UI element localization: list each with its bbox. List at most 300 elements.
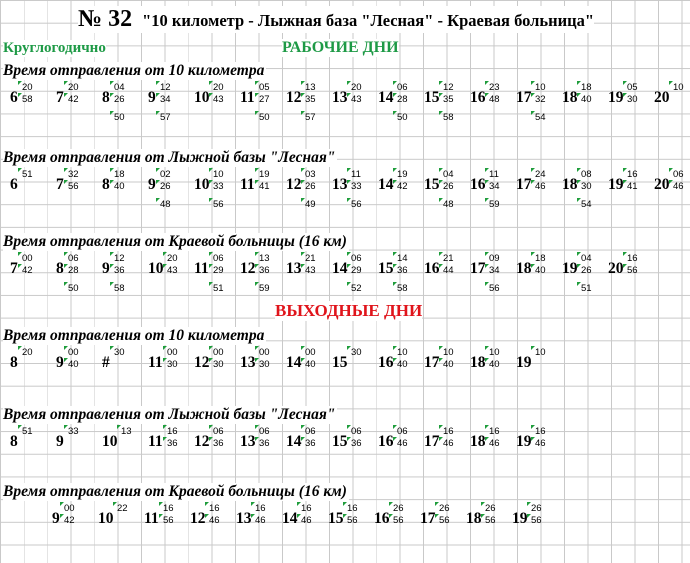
minute: 51	[581, 283, 592, 294]
time-group	[286, 169, 332, 229]
hour: 18	[562, 89, 578, 106]
time-group	[102, 82, 148, 142]
hour: 12	[240, 260, 256, 277]
hour: 17	[420, 510, 436, 527]
minute: 10	[535, 82, 546, 93]
minute: 36	[351, 438, 362, 449]
hour: 7	[56, 176, 64, 193]
minute: 16	[301, 503, 312, 514]
hour: 19	[512, 510, 528, 527]
schedule-row-weekend-ski-base	[0, 426, 690, 486]
minute: 42	[22, 265, 33, 276]
minute: 57	[160, 112, 171, 123]
minute: 40	[443, 359, 454, 370]
minute: 20	[22, 82, 33, 93]
minute: 42	[64, 515, 75, 526]
hour: 11	[148, 433, 163, 450]
schedule-row-weekend-10km	[0, 347, 690, 407]
hour: 16	[378, 354, 394, 371]
hour: 15	[424, 176, 440, 193]
hour: 6	[10, 89, 18, 106]
minute: 12	[443, 82, 454, 93]
hour: 20	[608, 260, 624, 277]
minute: 29	[213, 265, 224, 276]
minute: 34	[489, 181, 500, 192]
hour: 13	[240, 354, 256, 371]
minute: 13	[305, 82, 316, 93]
hour: 6	[10, 176, 18, 193]
minute: 46	[443, 438, 454, 449]
hour: 14	[378, 176, 394, 193]
minute: 24	[535, 169, 546, 180]
workdays-label: РАБОЧИЕ ДНИ	[282, 39, 399, 56]
time-group	[10, 426, 56, 486]
time-group	[424, 82, 470, 142]
time-group	[56, 169, 102, 229]
minute: 28	[68, 265, 79, 276]
minute: 58	[397, 283, 408, 294]
time-group	[148, 253, 194, 313]
hour: 10	[194, 89, 210, 106]
minute: 56	[351, 199, 362, 210]
section-header-weekend-hospital: Время отправления от Краевой больницы (16 км)	[3, 483, 347, 500]
hour: 11	[240, 176, 255, 193]
minute: 56	[163, 515, 174, 526]
time-group	[332, 82, 378, 142]
time-group	[562, 253, 608, 313]
minute: 42	[397, 181, 408, 192]
minute: 27	[259, 94, 270, 105]
hour: 9	[102, 260, 110, 277]
time-group	[194, 347, 240, 407]
time-group	[148, 426, 194, 486]
time-group	[512, 503, 558, 563]
hour: 17	[424, 433, 440, 450]
minute: 06	[259, 426, 270, 437]
hour: 17	[424, 354, 440, 371]
minute: 40	[581, 94, 592, 105]
time-group	[194, 426, 240, 486]
minute: 00	[68, 347, 79, 358]
minute: 20	[167, 253, 178, 264]
time-group	[240, 82, 286, 142]
time-group	[56, 347, 102, 407]
time-group	[148, 82, 194, 142]
hour: 15	[328, 510, 344, 527]
time-group	[516, 169, 562, 229]
minute: 50	[114, 112, 125, 123]
section-header-weekend-ski-base: Время отправления от Лыжной базы "Лесная"	[3, 406, 336, 423]
minute: 36	[213, 438, 224, 449]
minute: 30	[581, 181, 592, 192]
hour: 19	[562, 260, 578, 277]
schedule-row-workdays-ski-base	[0, 169, 690, 229]
minute: 33	[213, 181, 224, 192]
minute: 48	[443, 199, 454, 210]
minute: 28	[397, 94, 408, 105]
time-group	[102, 253, 148, 313]
minute: 11	[489, 169, 499, 180]
minute: 43	[351, 94, 362, 105]
hour: 19	[516, 354, 532, 371]
time-group	[424, 426, 470, 486]
hour: 8	[102, 89, 110, 106]
minute: 34	[160, 94, 171, 105]
minute: 46	[397, 438, 408, 449]
hour: 16	[378, 433, 394, 450]
time-group	[282, 503, 328, 563]
minute: 21	[443, 253, 454, 264]
time-group	[102, 169, 148, 229]
time-group	[608, 169, 654, 229]
minute: 56	[68, 181, 79, 192]
time-group	[420, 503, 466, 563]
time-group	[240, 347, 286, 407]
minute: 10	[443, 347, 454, 358]
time-group	[332, 347, 378, 407]
time-group	[98, 503, 144, 563]
minute: 56	[485, 515, 496, 526]
minute: 20	[68, 82, 79, 93]
minute: 30	[627, 94, 638, 105]
hour: 18	[466, 510, 482, 527]
minute: 02	[160, 169, 171, 180]
minute: 36	[305, 438, 316, 449]
time-group	[378, 426, 424, 486]
hour: 19	[608, 89, 624, 106]
minute: 30	[259, 359, 270, 370]
minute: 04	[443, 169, 454, 180]
hour: 7	[56, 89, 64, 106]
minute: 59	[489, 199, 500, 210]
minute: 46	[535, 438, 546, 449]
minute: 26	[581, 265, 592, 276]
section-header-workdays-10km: Время отправления от 10 километра	[3, 62, 265, 79]
minute: 33	[351, 181, 362, 192]
minute: 26	[485, 503, 496, 514]
time-group	[374, 503, 420, 563]
schedule-row-workdays-10km	[0, 82, 690, 142]
hour: #	[102, 354, 110, 371]
time-group	[470, 253, 516, 313]
hour: 17	[516, 89, 532, 106]
hour: 15	[332, 354, 348, 371]
hour: 13	[332, 176, 348, 193]
minute: 00	[64, 503, 75, 514]
minute: 16	[209, 503, 220, 514]
minute: 00	[213, 347, 224, 358]
time-group	[424, 253, 470, 313]
minute: 00	[259, 347, 270, 358]
minute: 08	[581, 169, 592, 180]
minute: 40	[305, 359, 316, 370]
hour: 9	[56, 354, 64, 371]
route-name: "10 километр - Лыжная база "Лесная" - Краевая больница"	[142, 11, 595, 30]
hour: 14	[378, 89, 394, 106]
time-group	[332, 426, 378, 486]
minute: 16	[163, 503, 174, 514]
minute: 16	[627, 253, 638, 264]
minute: 13	[259, 253, 270, 264]
minute: 36	[259, 438, 270, 449]
section-header-weekend-10km: Время отправления от 10 километра	[3, 327, 265, 344]
minute: 06	[68, 253, 79, 264]
minute: 46	[209, 515, 220, 526]
minute: 10	[213, 169, 224, 180]
minute: 10	[673, 82, 684, 93]
hour: 12	[286, 176, 302, 193]
hour: 11	[240, 89, 255, 106]
minute: 57	[305, 112, 316, 123]
minute: 48	[160, 199, 171, 210]
minute: 22	[117, 503, 128, 514]
page-title	[78, 6, 594, 33]
minute: 50	[68, 283, 79, 294]
time-group	[516, 426, 562, 486]
minute: 20	[351, 82, 362, 93]
minute: 40	[535, 265, 546, 276]
hour: 8	[56, 260, 64, 277]
time-group	[194, 169, 240, 229]
time-group	[424, 347, 470, 407]
minute: 40	[68, 359, 79, 370]
minute: 06	[213, 253, 224, 264]
minute: 16	[627, 169, 638, 180]
hour: 10	[194, 176, 210, 193]
time-group	[144, 503, 190, 563]
minute: 56	[439, 515, 450, 526]
minute: 33	[68, 426, 79, 437]
time-group	[470, 169, 516, 229]
hour: 7	[10, 260, 18, 277]
hour: 9	[148, 89, 156, 106]
minute: 16	[443, 426, 454, 437]
minute: 41	[259, 181, 270, 192]
minute: 26	[114, 94, 125, 105]
minute: 59	[259, 283, 270, 294]
minute: 43	[167, 265, 178, 276]
minute: 00	[22, 253, 33, 264]
hour: 13	[236, 510, 252, 527]
hour: 15	[332, 433, 348, 450]
time-group	[516, 253, 562, 313]
minute: 42	[68, 94, 79, 105]
time-group	[378, 169, 424, 229]
hour: 14	[286, 354, 302, 371]
hour: 10	[98, 510, 114, 527]
time-group	[148, 169, 194, 229]
time-group	[190, 503, 236, 563]
minute: 36	[397, 265, 408, 276]
minute: 46	[535, 181, 546, 192]
minute: 51	[22, 169, 33, 180]
minute: 18	[535, 253, 546, 264]
time-group	[466, 503, 512, 563]
minute: 48	[489, 94, 500, 105]
hour: 16	[424, 260, 440, 277]
hour: 12	[194, 433, 210, 450]
hour: 16	[374, 510, 390, 527]
time-group	[56, 426, 102, 486]
hour: 11	[144, 510, 159, 527]
minute: 36	[259, 265, 270, 276]
time-group	[378, 82, 424, 142]
time-group	[236, 503, 282, 563]
minute: 36	[167, 438, 178, 449]
minute: 23	[489, 82, 500, 93]
minute: 09	[489, 253, 500, 264]
minute: 30	[114, 347, 125, 358]
minute: 26	[439, 503, 450, 514]
time-group	[286, 347, 332, 407]
hour: 19	[608, 176, 624, 193]
minute: 10	[397, 347, 408, 358]
hour: 14	[332, 260, 348, 277]
minute: 50	[259, 112, 270, 123]
minute: 06	[351, 253, 362, 264]
minute: 20	[22, 347, 33, 358]
hour: 15	[378, 260, 394, 277]
minute: 04	[581, 253, 592, 264]
minute: 58	[443, 112, 454, 123]
minute: 16	[535, 426, 546, 437]
hour: 8	[10, 354, 18, 371]
minute: 49	[305, 199, 316, 210]
hour: 18	[516, 260, 532, 277]
time-group	[516, 82, 562, 142]
minute: 51	[213, 283, 224, 294]
minute: 03	[305, 169, 316, 180]
hour: 12	[194, 354, 210, 371]
time-group	[654, 82, 690, 142]
minute: 44	[443, 265, 454, 276]
time-group	[286, 426, 332, 486]
schedule-row-weekend-hospital	[0, 503, 690, 563]
time-group	[328, 503, 374, 563]
time-group	[516, 347, 562, 407]
hour: 8	[10, 433, 18, 450]
minute: 30	[213, 359, 224, 370]
minute: 46	[301, 515, 312, 526]
minute: 26	[531, 503, 542, 514]
minute: 54	[535, 112, 546, 123]
minute: 05	[259, 82, 270, 93]
minute: 58	[22, 94, 33, 105]
hour: 12	[286, 89, 302, 106]
hour: 18	[562, 176, 578, 193]
hour: 18	[470, 354, 486, 371]
hour: 13	[240, 433, 256, 450]
minute: 30	[167, 359, 178, 370]
minute: 46	[255, 515, 266, 526]
time-group	[10, 169, 56, 229]
hour: 9	[52, 510, 60, 527]
time-group	[332, 169, 378, 229]
time-group	[608, 253, 654, 313]
hour: 15	[424, 89, 440, 106]
minute: 16	[167, 426, 178, 437]
time-group	[378, 347, 424, 407]
time-group	[562, 169, 608, 229]
minute: 12	[160, 82, 171, 93]
minute: 16	[347, 503, 358, 514]
minute: 40	[114, 181, 125, 192]
minute: 21	[305, 253, 316, 264]
time-group	[102, 426, 148, 486]
time-group	[10, 347, 56, 407]
minute: 19	[397, 169, 408, 180]
time-group	[470, 347, 516, 407]
hour: 12	[190, 510, 206, 527]
minute: 43	[305, 265, 316, 276]
time-group	[102, 347, 148, 407]
minute: 20	[213, 82, 224, 93]
time-group	[286, 82, 332, 142]
minute: 32	[535, 94, 546, 105]
minute: 10	[489, 347, 500, 358]
minute: 10	[535, 347, 546, 358]
minute: 06	[351, 426, 362, 437]
hour: 19	[516, 433, 532, 450]
hour: 17	[516, 176, 532, 193]
minute: 50	[397, 112, 408, 123]
section-header-workdays-ski-base: Время отправления от Лыжной базы "Лесная"	[3, 149, 336, 166]
minute: 36	[114, 265, 125, 276]
minute: 06	[305, 426, 316, 437]
hour: 14	[282, 510, 298, 527]
minute: 35	[305, 94, 316, 105]
hour: 17	[470, 260, 486, 277]
hour: 10	[148, 260, 164, 277]
minute: 43	[213, 94, 224, 105]
hour: 20	[654, 89, 670, 106]
time-group	[608, 82, 654, 142]
weekend-title: ВЫХОДНЫЕ ДНИ	[275, 301, 423, 320]
time-group	[10, 82, 56, 142]
minute: 52	[351, 283, 362, 294]
time-group	[424, 169, 470, 229]
year-round-label: Круглогодично	[3, 40, 106, 56]
minute: 26	[160, 181, 171, 192]
minute: 19	[259, 169, 270, 180]
minute: 56	[213, 199, 224, 210]
minute: 56	[393, 515, 404, 526]
minute: 30	[351, 347, 362, 358]
time-group	[470, 426, 516, 486]
minute: 16	[489, 426, 500, 437]
hour: 20	[654, 176, 670, 193]
time-group	[10, 253, 56, 313]
minute: 46	[489, 438, 500, 449]
minute: 26	[305, 181, 316, 192]
time-group	[562, 82, 608, 142]
minute: 58	[114, 283, 125, 294]
time-group	[194, 253, 240, 313]
minute: 56	[489, 283, 500, 294]
hour: 16	[470, 176, 486, 193]
route-number: № 32	[78, 6, 133, 32]
minute: 32	[68, 169, 79, 180]
minute: 00	[167, 347, 178, 358]
minute: 06	[397, 426, 408, 437]
minute: 06	[673, 169, 684, 180]
hour: 13	[332, 89, 348, 106]
minute: 00	[305, 347, 316, 358]
minute: 41	[627, 181, 638, 192]
minute: 13	[121, 426, 132, 437]
time-group	[240, 169, 286, 229]
hour: 16	[470, 89, 486, 106]
